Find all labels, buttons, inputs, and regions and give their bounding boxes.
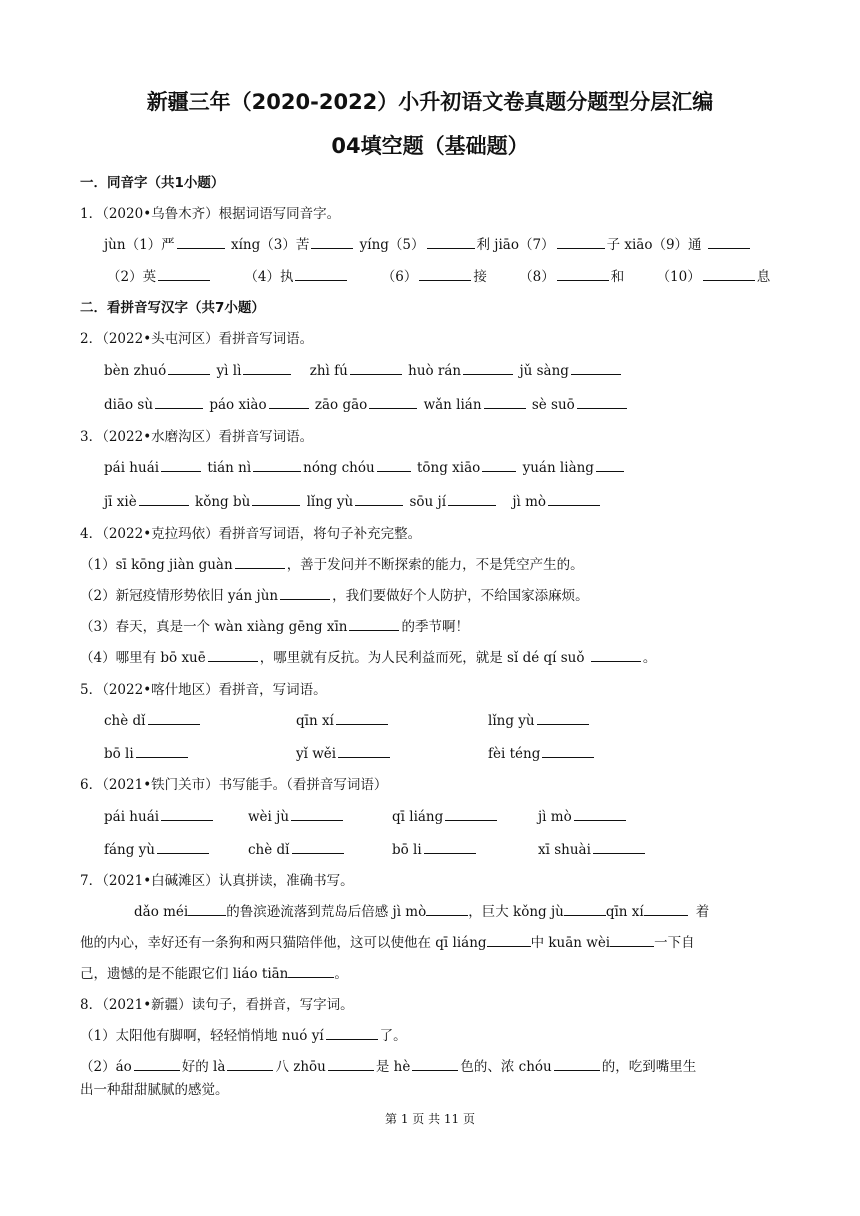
section-heading-1: 一．同音字（共1小题） (80, 175, 225, 191)
answer-blank[interactable] (424, 841, 476, 854)
answer-blank[interactable] (596, 459, 624, 472)
answer-blank[interactable] (591, 649, 641, 662)
question-2-head: 2．（2022•头屯河区）看拼音写词语。 (80, 331, 314, 347)
answer-blank[interactable] (426, 903, 468, 916)
answer-blank[interactable] (427, 236, 475, 249)
question-3-row-1: pái huái tián nì nóng chóu tōng xiāo yuán liàng (104, 459, 626, 477)
answer-blank[interactable] (349, 618, 399, 631)
answer-blank[interactable] (188, 903, 226, 916)
answer-blank[interactable] (161, 808, 213, 821)
section-heading-2: 二．看拼音写汉字（共7小题） (80, 300, 265, 316)
answer-blank[interactable] (484, 396, 526, 409)
question-4-sentence-4: （4）哪里有 bō xuē ，哪里就有反抗。为人民利益而死，就是 sǐ dé qí suǒ 。 (80, 650, 657, 666)
question-1-head: 1．（2020•乌鲁木齐）根据词语写同音字。 (80, 206, 341, 222)
question-4-head: 4．（2022•克拉玛依）看拼音写词语，将句子补充完整。 (80, 526, 422, 542)
answer-blank[interactable] (557, 236, 605, 249)
question-5-item: lǐng yù (488, 712, 591, 730)
answer-blank[interactable] (593, 841, 645, 854)
answer-blank[interactable] (139, 493, 189, 506)
question-6-head: 6．（2021•铁门关市）书写能手。（看拼音写词语） (80, 777, 388, 793)
question-5-item: bō li (104, 745, 190, 763)
answer-blank[interactable] (644, 903, 688, 916)
question-4-sentence-3: （3）春天，真是一个 wàn xiàng gēng xīn 的季节啊！ (80, 619, 469, 635)
document-title: 新疆三年（2020-2022）小升初语文卷真题分题型分层汇编 (146, 90, 714, 114)
answer-blank[interactable] (235, 556, 285, 569)
answer-blank[interactable] (577, 396, 627, 409)
question-4-sentence-2: （2）新冠疫情形势依旧 yán jùn ，我们要做好个人防护，不给国家添麻烦。 (80, 588, 589, 604)
question-6-item: wèi jù (248, 808, 345, 826)
answer-blank[interactable] (412, 1058, 458, 1071)
answer-blank[interactable] (328, 1058, 374, 1071)
question-3-row-2: jī xiè kǒng bù lǐng yù sōu jí jì mò (104, 493, 602, 511)
question-5-item: yǐ wěi (296, 745, 392, 763)
answer-blank[interactable] (703, 268, 755, 281)
question-5-item: qīn xí (296, 712, 390, 730)
answer-blank[interactable] (482, 459, 516, 472)
answer-blank[interactable] (177, 236, 225, 249)
question-6-item: jì mò (538, 808, 628, 826)
answer-blank[interactable] (168, 362, 210, 375)
question-1-row-2: （2）英 （4）执 （6） 接 （8） 和 （10） 息 (107, 269, 771, 285)
question-2-row-2: diāo sù páo xiào zāo gāo wǎn lián sè suō (104, 396, 629, 414)
answer-blank[interactable] (253, 459, 301, 472)
answer-blank[interactable] (269, 396, 309, 409)
question-5-item: fèi téng (488, 745, 596, 763)
question-1-row-1: jùn（1）严 xíng（3）苦 yíng（5） 利 jiāo（7） 子 xiāo（9）通 (104, 236, 752, 254)
question-8-sentence-2-cont: 出一种甜甜腻腻的感觉。 (80, 1082, 229, 1098)
question-7-line-2: 他的内心，幸好还有一条狗和两只猫陪伴他，这可以使他在 qī liáng 中 kuān wèi 一下自 (80, 935, 695, 951)
question-5-item: chè dǐ (104, 712, 202, 730)
answer-blank[interactable] (350, 362, 402, 375)
answer-blank[interactable] (161, 459, 201, 472)
answer-blank[interactable] (148, 712, 200, 725)
question-6-item: qī liáng (392, 808, 499, 826)
answer-blank[interactable] (291, 808, 343, 821)
answer-blank[interactable] (369, 396, 417, 409)
answer-blank[interactable] (338, 745, 390, 758)
question-7-line-1: dǎo méi 的鲁滨逊流落到荒岛后倍感 jì mò ，巨大 kǒng jù qīn xí 着 (134, 904, 710, 920)
question-6-item: xī shuài (538, 841, 647, 859)
answer-blank[interactable] (537, 712, 589, 725)
answer-blank[interactable] (557, 268, 609, 281)
answer-blank[interactable] (445, 808, 497, 821)
question-7-head: 7．（2021•白碱滩区）认真拼读，准确书写。 (80, 873, 354, 889)
question-6-item: pái huái (104, 808, 215, 826)
answer-blank[interactable] (708, 236, 750, 249)
question-6-item: fáng yù (104, 841, 211, 859)
answer-blank[interactable] (252, 493, 300, 506)
answer-blank[interactable] (134, 1058, 180, 1071)
answer-blank[interactable] (336, 712, 388, 725)
answer-blank[interactable] (157, 841, 209, 854)
answer-blank[interactable] (355, 493, 403, 506)
answer-blank[interactable] (574, 808, 626, 821)
page-footer: 第 1 页 共 11 页 (385, 1112, 475, 1126)
answer-blank[interactable] (208, 649, 258, 662)
answer-blank[interactable] (463, 362, 513, 375)
answer-blank[interactable] (542, 745, 594, 758)
answer-blank[interactable] (377, 459, 411, 472)
answer-blank[interactable] (280, 587, 330, 600)
question-6-item: bō li (392, 841, 478, 859)
document-subtitle: 04填空题（基础题） (331, 134, 529, 158)
answer-blank[interactable] (326, 1027, 378, 1040)
answer-blank[interactable] (571, 362, 621, 375)
question-2-row-1: bèn zhuó yì lì zhì fú huò rán jǔ sàng (104, 362, 623, 380)
answer-blank[interactable] (419, 268, 471, 281)
question-4-sentence-1: （1）sī kōng jiàn guàn ，善于发问并不断探索的能力，不是凭空产生的。 (80, 557, 584, 573)
answer-blank[interactable] (448, 493, 496, 506)
answer-blank[interactable] (564, 903, 606, 916)
question-8-sentence-2: （2）áo 好的 là 八 zhōu 是 hè 色的、浓 chóu 的，吃到嘴里生 (80, 1059, 697, 1075)
question-5-head: 5．（2022•喀什地区）看拼音，写词语。 (80, 682, 327, 698)
answer-blank[interactable] (487, 934, 531, 947)
answer-blank[interactable] (292, 841, 344, 854)
answer-blank[interactable] (136, 745, 188, 758)
question-3-head: 3．（2022•水磨沟区）看拼音写词语。 (80, 429, 314, 445)
answer-blank[interactable] (554, 1058, 600, 1071)
question-8-sentence-1: （1）太阳他有脚啊，轻轻悄悄地 nuó yí 了。 (80, 1028, 407, 1044)
answer-blank[interactable] (158, 268, 210, 281)
answer-blank[interactable] (243, 362, 291, 375)
answer-blank[interactable] (548, 493, 600, 506)
question-6-item: chè dǐ (248, 841, 346, 859)
answer-blank[interactable] (311, 236, 353, 249)
answer-blank[interactable] (288, 965, 334, 978)
answer-blank[interactable] (155, 396, 203, 409)
answer-blank[interactable] (610, 934, 654, 947)
answer-blank[interactable] (295, 268, 347, 281)
question-8-head: 8．（2021•新疆）读句子，看拼音，写字词。 (80, 997, 354, 1013)
answer-blank[interactable] (227, 1058, 273, 1071)
question-7-line-3: 己，遗憾的是不能跟它们 liáo tiān 。 (80, 966, 348, 982)
